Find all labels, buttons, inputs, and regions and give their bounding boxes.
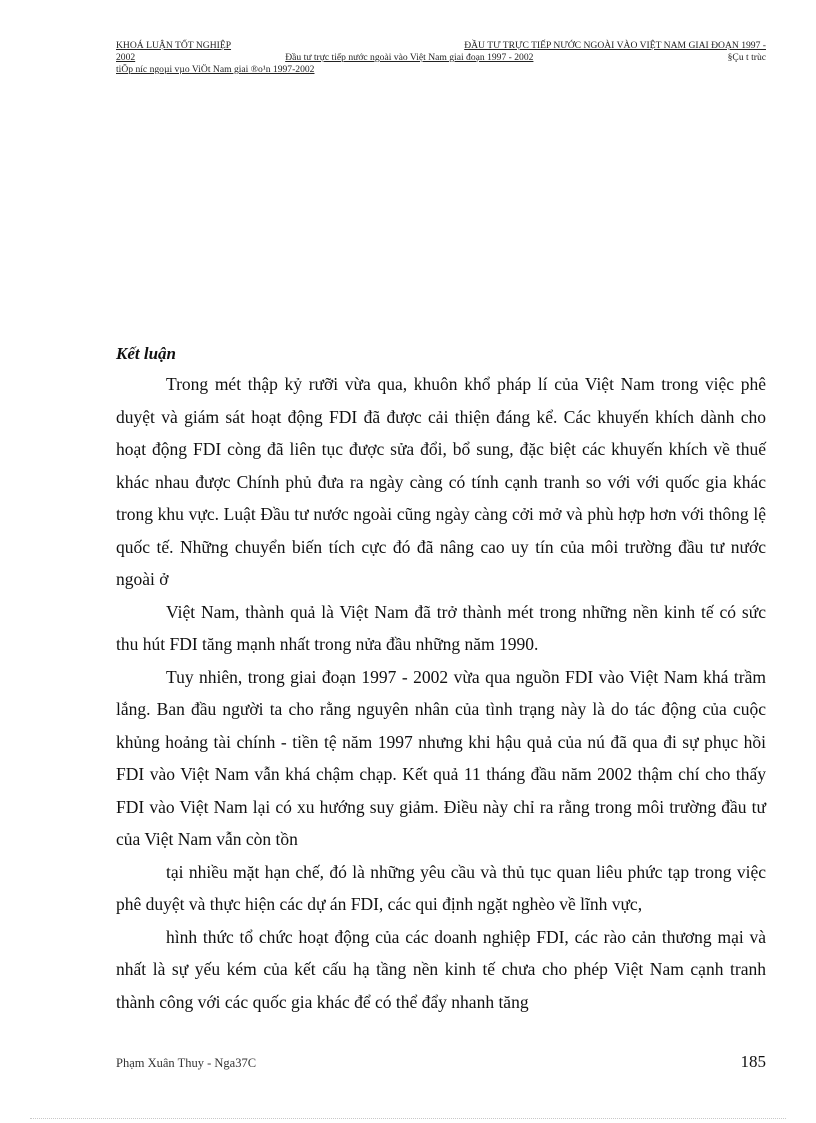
paragraph-4: tại nhiều mặt hạn chế, đó là những yêu cầu và thủ tục quan liêu phức tạp trong việc phê duyệt và thực hiện các dự án FDI, các qui định ngặt nghèo về lĩnh vực, <box>116 861 766 914</box>
header-line-2 <box>116 52 766 64</box>
header-line2-mid: Đầu tư trực tiếp nước ngoài vào Việt Nam giai đoạn 1997 - 2002 <box>285 51 534 63</box>
header-line-3: tiÕp níc ngoµi vµo ViÖt Nam giai ®o¹n 1997-2002 <box>116 63 315 75</box>
header-line2-end: §Çu t trùc <box>727 51 766 63</box>
page-body <box>116 340 766 1018</box>
paragraph-3: Tuy nhiên, trong giai đoạn 1997 - 2002 vừa qua nguồn FDI vào Việt Nam khá trầm lắng. Ban đầu người ta cho rằng nguyên nhân của tình trạng này là do tác động của cuộc khủng hoảng tài chính - tiền tệ năm 1997 nhưng khi hậu quả của nú đã qua đi sự phục hồi FDI vào Việt Nam vẫn khá chậm chạp. Kết quả 11 tháng đầu năm 2002 thậm chí cho thấy FDI vào Việt Nam lại có xu hướng suy giảm. Điều này chỉ ra rằng trong môi trường đầu tư của Việt Nam vẫn còn tồn <box>116 666 766 849</box>
page-footer <box>116 1052 766 1072</box>
paragraph-2: Việt Nam, thành quả là Việt Nam đã trở thành mét trong những nền kinh tế có sức thu hút FDI tăng mạnh nhất trong nửa đầu những năm 1990. <box>116 601 766 654</box>
header-right-title: ĐẦU TƯ TRỰC TIẾP NƯỚC NGOÀI VÀO VIỆT NAM GIAI ĐOẠN 1997 - <box>464 40 766 51</box>
section-title: Kết luận <box>116 344 176 363</box>
bottom-divider <box>30 1118 786 1119</box>
header-line-1 <box>116 40 766 52</box>
running-header <box>116 40 766 76</box>
paragraph-5: hình thức tổ chức hoạt động của các doanh nghiệp FDI, các rào cản thương mại và nhất là sự yếu kém của kết cấu hạ tầng nền kinh tế chưa cho phép Việt Nam cạnh tranh thành công với các quốc gia khác để có thể đẩy nhanh tăng <box>116 926 766 1012</box>
page-number: 185 <box>740 1052 766 1071</box>
header-left-title: KHOÁ LUẬN TỐT NGHIỆP <box>116 40 232 51</box>
footer-author: Phạm Xuân Thuy - Nga37C <box>116 1056 257 1070</box>
paragraph-1: Trong mét thập kỷ rưỡi vừa qua, khuôn khổ pháp lí của Việt Nam trong việc phê duyệt và giám sát hoạt động FDI đã được cải thiện đáng kể. Các khuyến khích dành cho hoạt động FDI còng đã liên tục được sửa đổi, bổ sung, đặc biệt các khuyến khích về thuế khác nhau được Chính phủ đưa ra ngày càng có tính cạnh tranh so với với quốc gia khác trong khu vực. Luật Đầu tư nước ngoài cũng ngày càng cởi mở và phù hợp hơn với thông lệ quốc tế. Những chuyển biến tích cực đó đã nâng cao uy tín của môi trường đầu tư nước ngoài ở <box>116 374 766 589</box>
header-line2-start: 2002 <box>116 51 136 63</box>
